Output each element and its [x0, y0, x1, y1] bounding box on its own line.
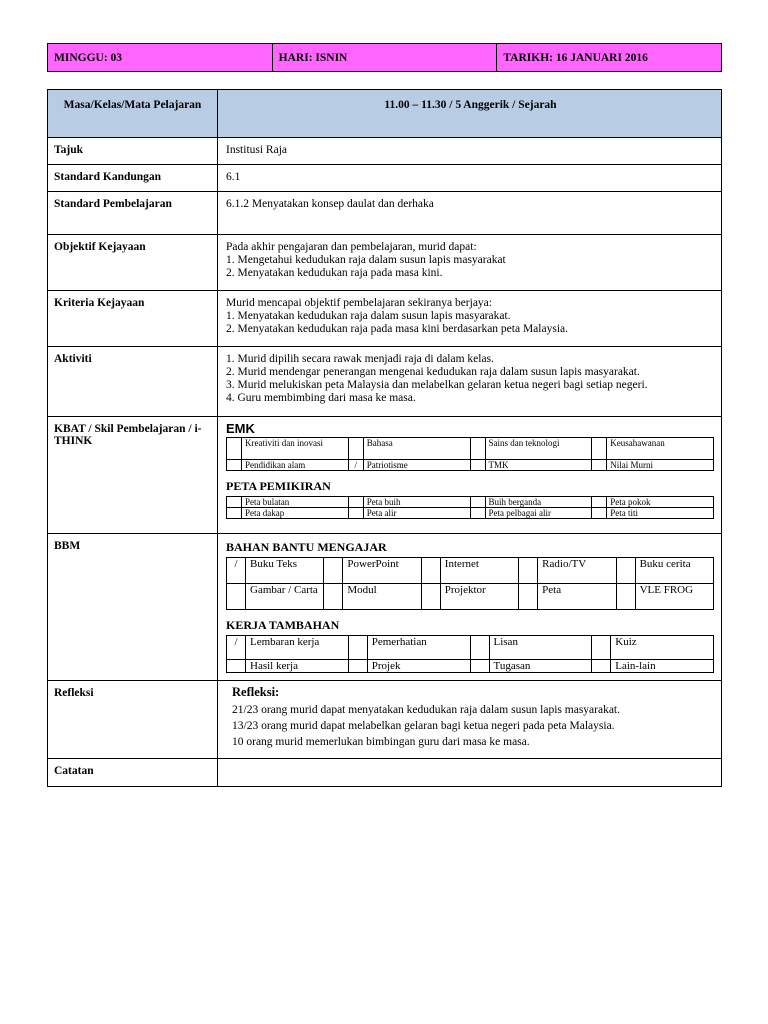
kriteria-label: Kriteria Kejayaan — [48, 291, 218, 347]
checkbox-cell[interactable] — [616, 558, 635, 584]
bbm-label: BBM — [48, 534, 218, 681]
catatan-row — [48, 759, 722, 787]
grid-row — [227, 497, 714, 508]
checkbox-cell[interactable] — [470, 508, 485, 519]
objektif-row — [48, 235, 722, 291]
option-label: Bahasa — [363, 438, 470, 460]
masa-row — [48, 90, 722, 138]
peta-grid — [226, 496, 714, 519]
checkbox-cell[interactable] — [592, 438, 607, 460]
checkbox-cell[interactable] — [227, 438, 242, 460]
checkbox-cell[interactable] — [592, 660, 611, 673]
peta-title: PETA PEMIKIRAN — [226, 479, 331, 493]
kriteria-line: Murid mencapai objektif pembelajaran sekiranya berjaya: — [226, 297, 492, 309]
tarikh-cell: TARIKH: 16 JANUARI 2016 — [503, 51, 648, 64]
sp-label: Standard Pembelajaran — [48, 192, 218, 235]
option-label: Nilai Murni — [607, 460, 714, 471]
hari-cell: HARI: ISNIN — [273, 44, 498, 71]
objektif-line: Pada akhir pengajaran dan pembelajaran, murid dapat: — [226, 241, 477, 253]
sk-label: Standard Kandungan — [48, 165, 218, 192]
option-label: Radio/TV — [538, 558, 616, 584]
minggu-cell: MINGGU: 03 — [48, 44, 273, 71]
refleksi-line: 21/23 orang murid dapat menyatakan kedudukan raja dalam susun lapis masyarakat. — [232, 704, 621, 716]
option-label: Buku Teks — [246, 558, 324, 584]
checkbox-cell[interactable]: / — [227, 636, 246, 660]
kerja-grid — [226, 635, 714, 673]
checkbox-cell[interactable] — [592, 460, 607, 471]
checkbox-cell[interactable] — [324, 584, 343, 610]
masa-label: Masa/Kelas/Mata Pelajaran — [48, 90, 218, 138]
aktiviti-line: 4. Guru membimbing dari masa ke masa. — [226, 392, 416, 404]
option-label: Lisan — [489, 636, 592, 660]
sp-row — [48, 192, 722, 235]
checkbox-cell[interactable]: / — [348, 460, 363, 471]
aktiviti-line: 1. Murid dipilih secara rawak menjadi raja di dalam kelas. — [226, 353, 494, 365]
bbm-grid — [226, 557, 714, 610]
catatan-value — [218, 759, 722, 787]
option-label: Peta alir — [363, 508, 470, 519]
aktiviti-line: 3. Murid melukiskan peta Malaysia dan melabelkan gelaran ketua negeri bagi setiap negeri. — [226, 379, 648, 391]
refleksi-line: 13/23 orang murid dapat melabelkan gelaran bagi ketua negeri pada peta Malaysia. — [232, 720, 615, 732]
option-label: Peta bulatan — [242, 497, 349, 508]
option-label: Projek — [367, 660, 470, 673]
aktiviti-value — [218, 347, 722, 417]
kriteria-row — [48, 291, 722, 347]
option-label: TMK — [485, 460, 592, 471]
grid-row — [227, 660, 714, 673]
checkbox-cell[interactable] — [470, 438, 485, 460]
tajuk-value: Institusi Raja — [218, 138, 722, 165]
option-label: Peta pelbagai alir — [485, 508, 592, 519]
checkbox-cell[interactable] — [227, 508, 242, 519]
option-label: Internet — [440, 558, 518, 584]
objektif-line: 2. Menyatakan kedudukan raja pada masa kini. — [226, 267, 443, 279]
bbm-title: BAHAN BANTU MENGAJAR — [226, 540, 387, 554]
checkbox-cell[interactable] — [592, 508, 607, 519]
checkbox-cell[interactable] — [616, 584, 635, 610]
sp-value: 6.1.2 Menyatakan konsep daulat dan derhaka — [218, 192, 722, 235]
emk-grid — [226, 437, 714, 471]
option-label: Peta pokok — [607, 497, 714, 508]
checkbox-cell[interactable] — [470, 636, 489, 660]
kriteria-line: 2. Menyatakan kedudukan raja pada masa kini berdasarkan peta Malaysia. — [226, 323, 568, 335]
option-label: Pemerhatian — [367, 636, 470, 660]
option-label: Hasil kerja — [246, 660, 349, 673]
tajuk-label: Tajuk — [48, 138, 218, 165]
aktiviti-line: 2. Murid mendengar penerangan mengenai kedudukan raja dalam susun lapis masyarakat. — [226, 366, 640, 378]
grid-row — [227, 558, 714, 584]
aktiviti-row — [48, 347, 722, 417]
checkbox-cell[interactable] — [348, 636, 367, 660]
checkbox-cell[interactable] — [519, 584, 538, 610]
checkbox-cell[interactable] — [470, 497, 485, 508]
option-label: Buih berganda — [485, 497, 592, 508]
option-label: Patriotisme — [363, 460, 470, 471]
refleksi-value — [218, 681, 722, 759]
option-label: Peta titi — [607, 508, 714, 519]
option-label: Pendidikan alam — [242, 460, 349, 471]
grid-row — [227, 584, 714, 610]
tajuk-row — [48, 138, 722, 165]
option-label: Tugasan — [489, 660, 592, 673]
option-label: Lain-lain — [611, 660, 714, 673]
checkbox-cell[interactable] — [470, 660, 489, 673]
checkbox-cell[interactable] — [227, 497, 242, 508]
option-label: Peta — [538, 584, 616, 610]
sk-value: 6.1 — [218, 165, 722, 192]
kbat-row — [48, 417, 722, 534]
refleksi-row — [48, 681, 722, 759]
kriteria-line: 1. Menyatakan kedudukan raja dalam susun lapis masyarakat. — [226, 310, 511, 322]
checkbox-cell[interactable] — [227, 660, 246, 673]
kriteria-value — [218, 291, 722, 347]
option-label: PowerPoint — [343, 558, 421, 584]
checkbox-cell[interactable] — [592, 636, 611, 660]
bbm-row — [48, 534, 722, 681]
lesson-plan-table — [47, 89, 722, 787]
header-bar — [47, 43, 722, 72]
option-label: Kuiz — [611, 636, 714, 660]
checkbox-cell[interactable] — [348, 438, 363, 460]
checkbox-cell[interactable] — [227, 460, 242, 471]
bbm-value — [218, 534, 722, 681]
option-label: Keusahawanan — [607, 438, 714, 460]
kerja-title: KERJA TAMBAHAN — [226, 618, 340, 632]
objektif-line: 1. Mengetahui kedudukan raja dalam susun lapis masyarakat — [226, 254, 506, 266]
kbat-label: KBAT / Skil Pembelajaran / i-THINK — [48, 417, 218, 534]
emk-title: EMK — [226, 421, 255, 436]
catatan-label: Catatan — [48, 759, 218, 787]
option-label: Peta buih — [363, 497, 470, 508]
checkbox-cell[interactable] — [470, 460, 485, 471]
option-label: Kreativiti dan inovasi — [242, 438, 349, 460]
checkbox-cell[interactable] — [519, 558, 538, 584]
option-label: Modul — [343, 584, 421, 610]
sk-row — [48, 165, 722, 192]
checkbox-cell[interactable]: / — [227, 558, 246, 584]
checkbox-cell[interactable] — [348, 497, 363, 508]
option-label: Gambar / Carta — [246, 584, 324, 610]
aktiviti-label: Aktiviti — [48, 347, 218, 417]
option-label: Lembaran kerja — [246, 636, 349, 660]
option-label: Peta dakap — [242, 508, 349, 519]
refleksi-title: Refleksi: — [232, 685, 280, 699]
grid-row — [227, 508, 714, 519]
grid-row — [227, 438, 714, 460]
checkbox-cell[interactable] — [324, 558, 343, 584]
checkbox-cell[interactable] — [348, 508, 363, 519]
option-label: VLE FROG — [635, 584, 713, 610]
option-label: Projektor — [440, 584, 518, 610]
option-label: Buku cerita — [635, 558, 713, 584]
refleksi-label: Refleksi — [48, 681, 218, 759]
checkbox-cell[interactable] — [421, 558, 440, 584]
checkbox-cell[interactable] — [421, 584, 440, 610]
grid-row — [227, 460, 714, 471]
masa-value: 11.00 – 11.30 / 5 Anggerik / Sejarah — [218, 90, 722, 138]
checkbox-cell[interactable] — [592, 497, 607, 508]
checkbox-cell[interactable] — [227, 584, 246, 610]
option-label: Sains dan teknologi — [485, 438, 592, 460]
checkbox-cell[interactable] — [348, 660, 367, 673]
objektif-label: Objektif Kejayaan — [48, 235, 218, 291]
kbat-value — [218, 417, 722, 534]
objektif-value — [218, 235, 722, 291]
refleksi-line: 10 orang murid memerlukan bimbingan guru dari masa ke masa. — [232, 736, 530, 748]
grid-row — [227, 636, 714, 660]
